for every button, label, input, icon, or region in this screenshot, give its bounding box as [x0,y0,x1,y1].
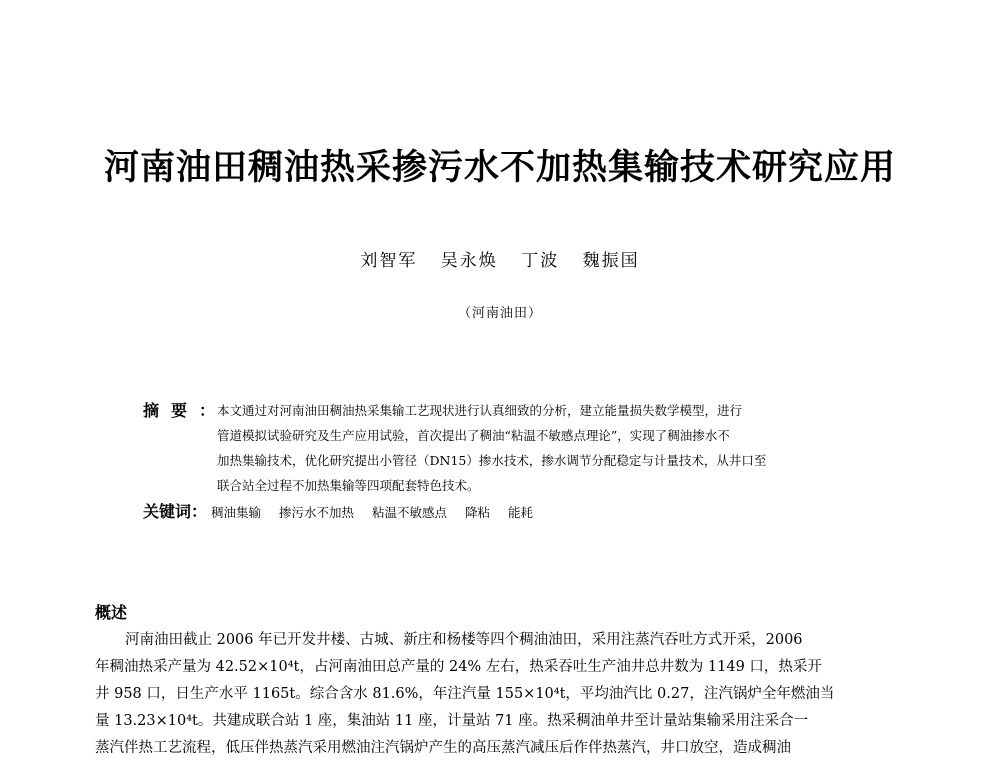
body-line: 量 13.23×10⁴t。共建成联合站 1 座，集油站 11 座，计量站 71 座。热采稠油单井至计量站集输采用注采合一 [95,713,809,729]
author-name: 丁波 [521,251,560,271]
section-heading: 概述 [95,603,128,622]
body-line: 井 958 口，日生产水平 1165t。综合含水 81.6%，年注汽量 155×10⁴t，平均油汽比 0.27，注汽锅炉全年燃油当 [95,686,835,702]
keyword: 粘温不敏感点 [372,505,448,520]
abstract-line: 本文通过对河南油田稠油热采集输工艺现状进行认真细致的分析，建立能量损失数学模型，进行 [217,403,743,418]
abstract-label-colon: ： [199,401,216,420]
paper-title: 河南油田稠油热采掺污水不加热集输技术研究应用 [103,148,896,188]
abstract-block [143,398,863,498]
author-name: 魏振国 [582,251,640,271]
abstract-text [217,398,863,498]
abstract-label-text: 摘要 [143,401,200,420]
body-line: 年稠油热采产量为 42.52×10⁴t，占河南油田总产量的 24% 左右，热采吞吐生产油井总井数为 1149 口，热采开 [95,659,822,675]
author-list [0,246,1000,271]
keyword: 降粘 [465,505,491,520]
body-text [95,627,905,760]
affiliation: （河南油田） [457,306,542,321]
keyword: 能耗 [508,505,534,520]
keyword: 稠油集输 [211,505,262,520]
body-line: 蒸汽伴热工艺流程，低压伴热蒸汽采用燃油注汽锅炉产生的高压蒸汽减压后作伴热蒸汽，井口放空，造成稠油 [95,740,791,756]
keyword: 掺污水不加热 [279,505,355,520]
body-line: 河南油田截止 2006 年已开发井楼、古城、新庄和杨楼等四个稠油油田，采用注蒸汽吞吐方式开采，2006 [125,632,803,648]
abstract-line: 联合站全过程不加热集输等四项配套特色技术。 [217,478,480,493]
abstract-line: 加热集输技术，优化研究提出小管径（DN15）掺水技术，掺水调节分配稳定与计量技术，从井口至 [217,453,767,468]
author-name: 刘智军 [360,251,418,271]
keywords-block [143,501,863,524]
abstract-line: 管道模拟试验研究及生产应用试验，首次提出了稠油“粘温不敏感点理论”，实现了稠油掺水不 [217,428,730,443]
keywords-label: 关键词： [143,502,208,521]
author-name: 吴永焕 [440,251,498,271]
abstract-label [143,398,215,423]
